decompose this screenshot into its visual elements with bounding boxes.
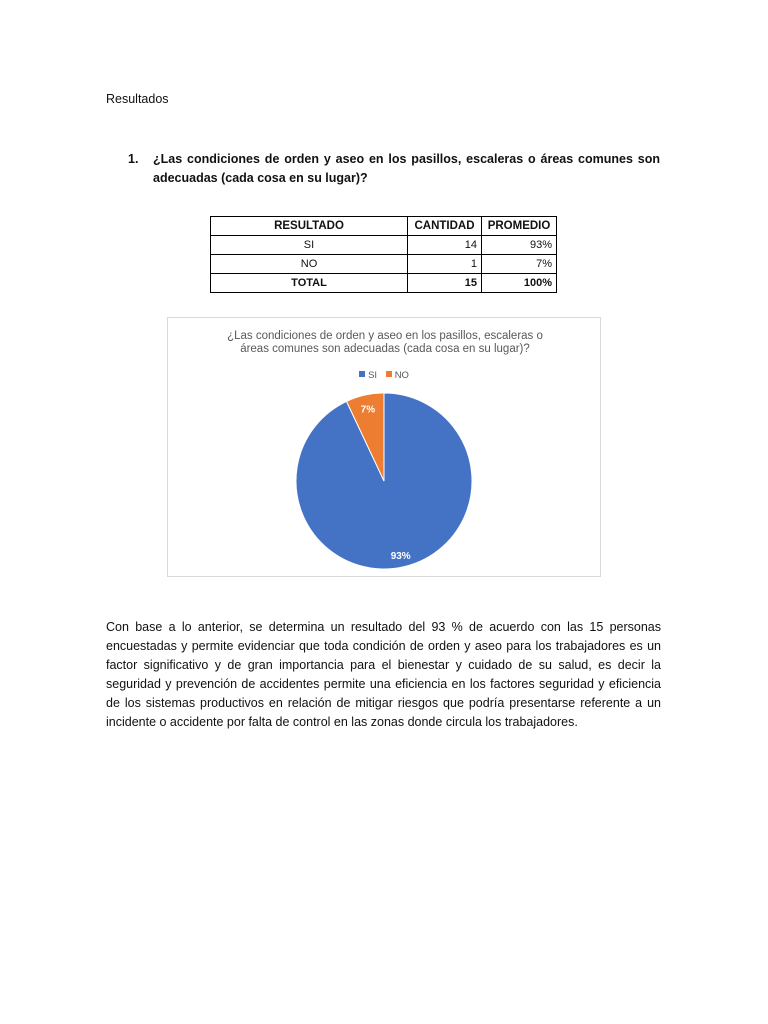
- legend-label-si: SI: [368, 370, 378, 381]
- pie-label-si: 93%: [390, 551, 411, 563]
- question-1: [128, 150, 660, 188]
- cell-total-promedio: 100%: [482, 274, 557, 293]
- section-heading: Resultados: [106, 92, 169, 106]
- header-resultado: RESULTADO: [211, 217, 408, 236]
- table-row: [211, 255, 557, 274]
- cell-resultado: SI: [211, 236, 408, 255]
- conclusion-paragraph: Con base a lo anterior, se determina un resultado del 93 % de acuerdo con las 15 personas encuestadas y permite evidenciar que toda condición de orden y aseo para los trabajadores es un factor significativo y de gran importancia para el bienestar y cuidado de su salud, es decir la seguridad y prevención de accidentes permite una eficiencia en los factores seguridad y eficiencia de los sistemas productivos en relación de mitigar riesgos que podría presentarse referente a un incidente o accidente por falta de control en las zonas donde circula los trabajadores.: [106, 620, 661, 729]
- legend-label-no: NO: [394, 370, 409, 381]
- pie-label-no: 7%: [360, 404, 376, 416]
- cell-total-cantidad: 15: [408, 274, 482, 293]
- cell-cantidad: 14: [408, 236, 482, 255]
- cell-promedio: 7%: [482, 255, 557, 274]
- results-table: [210, 216, 557, 293]
- table-row: [211, 236, 557, 255]
- header-cantidad: CANTIDAD: [408, 217, 482, 236]
- pie-plot: [168, 318, 600, 576]
- cell-cantidad: 1: [408, 255, 482, 274]
- table-total-row: [211, 274, 557, 293]
- chart-title-line-1: ¿Las condiciones de orden y aseo en los pasillos, escaleras o: [227, 330, 543, 342]
- cell-resultado: NO: [211, 255, 408, 274]
- question-number: 1.: [128, 152, 139, 166]
- table-header-row: [211, 217, 557, 236]
- question-text: ¿Las condiciones de orden y aseo en los pasillos, escaleras o áreas comunes son adecuadas (cada cosa en su lugar)?: [153, 152, 660, 185]
- chart-title-line-2: áreas comunes son adecuadas (cada cosa en su lugar)?: [240, 343, 530, 355]
- header-promedio: PROMEDIO: [482, 217, 557, 236]
- pie-chart: [167, 317, 601, 577]
- cell-promedio: 93%: [482, 236, 557, 255]
- cell-total-label: TOTAL: [211, 274, 408, 293]
